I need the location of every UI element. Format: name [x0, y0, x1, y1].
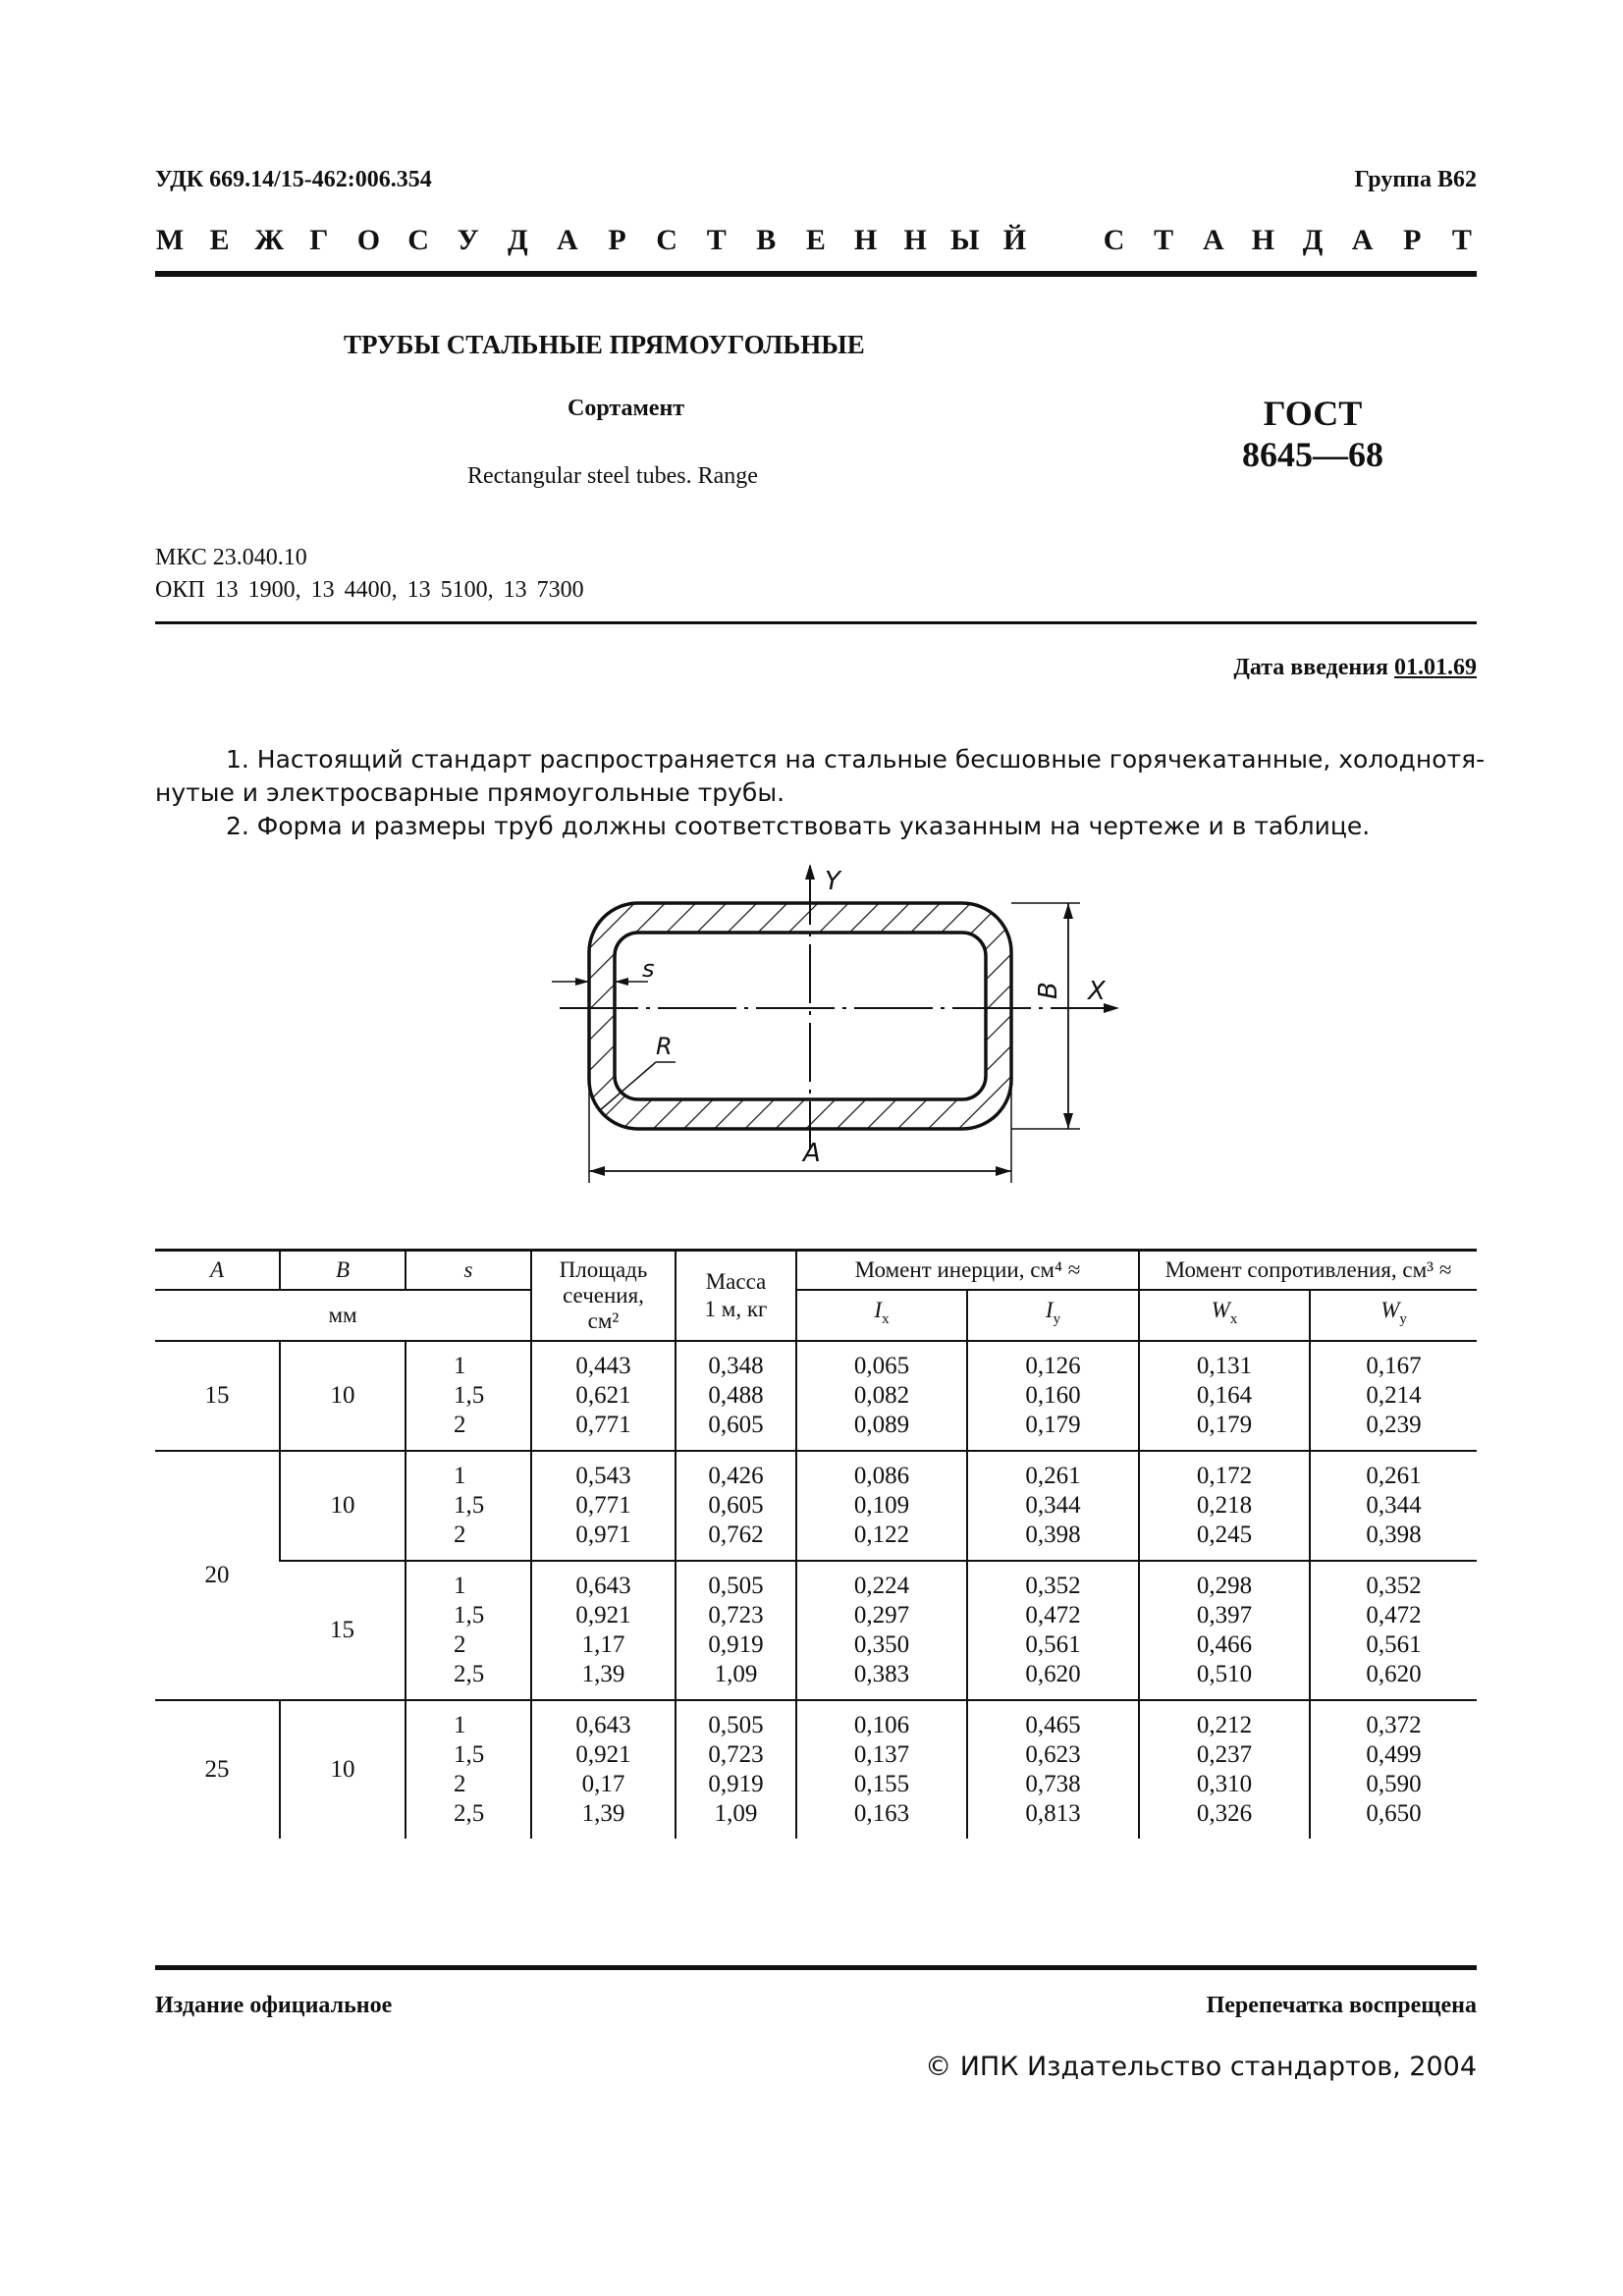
value-iy: 0,623: [1025, 1740, 1081, 1768]
cell-s: [406, 1561, 531, 1700]
header-wy-symbol: W: [1380, 1298, 1400, 1322]
table-row: [155, 1341, 1477, 1451]
value-ix: 0,383: [853, 1660, 910, 1687]
x-axis-label: X: [1088, 977, 1106, 1006]
value-s: 1: [454, 1462, 466, 1489]
header-wx-subscript: x: [1229, 1311, 1238, 1327]
heading-letter: Т: [1154, 224, 1174, 256]
heading-letter: Е: [209, 224, 230, 256]
heading-letter: Т: [1451, 224, 1472, 256]
value-s: 2,5: [454, 1660, 485, 1687]
value-iy: 0,398: [1025, 1521, 1081, 1548]
heading-letter: Н: [853, 224, 878, 256]
value-iy: 0,126: [1025, 1352, 1081, 1379]
reprint-prohibited: Перепечатка воспрещена: [1206, 1993, 1477, 2018]
value-mass: 0,919: [708, 1630, 764, 1658]
heading-letter: М: [155, 224, 185, 256]
value-area: 1,17: [581, 1630, 625, 1658]
heading-letter: Й: [1002, 224, 1027, 256]
cell-iy: [967, 1341, 1139, 1451]
gost-number: [1239, 393, 1386, 475]
value-ix: 0,224: [853, 1572, 910, 1599]
header-mass-line-2: 1 м, кг: [704, 1296, 768, 1321]
header-iy: [967, 1290, 1139, 1341]
value-area: 1,39: [581, 1660, 625, 1687]
value-area: 0,921: [575, 1601, 631, 1629]
value-wx: 0,298: [1196, 1572, 1253, 1599]
value-area: 0,17: [581, 1770, 625, 1797]
gost-code: 8645—68: [1242, 435, 1383, 474]
heading-gap: [1050, 224, 1079, 257]
cell-s: [406, 1341, 531, 1451]
header-wy: [1310, 1290, 1477, 1341]
value-s: 1,5: [454, 1740, 485, 1768]
value-wy: 0,398: [1366, 1521, 1422, 1548]
cell-ix: [796, 1561, 967, 1700]
document-title: ТРУБЫ СТАЛЬНЫЕ ПРЯМОУГОЛЬНЫЕ: [344, 330, 865, 359]
value-ix: 0,163: [853, 1799, 910, 1827]
cell-wy: [1310, 1700, 1477, 1839]
value-area: 0,921: [575, 1740, 631, 1768]
value-area: 0,971: [575, 1521, 631, 1548]
value-area: 0,621: [575, 1381, 631, 1409]
official-edition: Издание официальное: [155, 1993, 393, 2018]
value-mass: 0,505: [708, 1572, 764, 1599]
okp-code: ОКП 13 1900, 13 4400, 13 5100, 13 7300: [155, 577, 584, 603]
value-wx: 0,245: [1196, 1521, 1253, 1548]
value-wy: 0,167: [1366, 1352, 1422, 1379]
header-iy-symbol: I: [1045, 1298, 1054, 1322]
value-mass: 0,505: [708, 1711, 764, 1738]
cell-mass: [676, 1451, 796, 1561]
mks-code: МКС 23.040.10: [155, 545, 307, 570]
tube-inner-contour: [615, 933, 986, 1099]
table-row: [155, 1451, 1477, 1561]
header-wx-symbol: W: [1211, 1298, 1230, 1322]
cell-wx: [1139, 1561, 1310, 1700]
value-ix: 0,155: [853, 1770, 910, 1797]
value-mass: 0,919: [708, 1770, 764, 1797]
value-mass: 1,09: [714, 1799, 758, 1827]
value-ix: 0,109: [853, 1491, 910, 1519]
value-s: 2: [454, 1630, 466, 1658]
paragraph-1-line-1: 1. Настоящий стандарт распространяется на стальные бесшовные горячекатанные, холоднотя-: [226, 745, 1486, 774]
heading-letter: Р: [1403, 224, 1422, 256]
cell-wy: [1310, 1451, 1477, 1561]
y-axis-arrow-icon: [805, 864, 815, 880]
header-moment-of-inertia: Момент инерции, см⁴ ≈: [796, 1251, 1139, 1290]
value-wy: 0,372: [1366, 1711, 1422, 1738]
header-wx: [1139, 1290, 1310, 1341]
b-dimension-label: B: [1034, 982, 1063, 999]
cell-b: 15: [280, 1561, 406, 1700]
cell-iy: [967, 1700, 1139, 1839]
value-ix: 0,350: [853, 1630, 910, 1658]
value-wy: 0,620: [1366, 1660, 1422, 1687]
header-wy-subscript: y: [1399, 1311, 1407, 1327]
value-s: 1,5: [454, 1491, 485, 1519]
header-s: s: [406, 1251, 531, 1290]
heading-letter: Н: [903, 224, 927, 256]
cell-b: 10: [280, 1700, 406, 1839]
cell-wx: [1139, 1700, 1310, 1839]
radius-label: R: [656, 1033, 673, 1060]
a-arrow-right-icon: [996, 1166, 1011, 1176]
heading-letter: В: [756, 224, 777, 256]
heading-letter: Д: [507, 224, 528, 256]
value-area: 0,643: [575, 1711, 631, 1738]
value-wy: 0,214: [1366, 1381, 1422, 1409]
tube-outer-contour: [589, 903, 1011, 1129]
value-area: 0,771: [575, 1491, 631, 1519]
value-s: 1: [454, 1572, 466, 1599]
value-mass: 0,762: [708, 1521, 764, 1548]
copyright-notice: © ИПК Издательство стандартов, 2004: [925, 2052, 1477, 2082]
s-arrow-right-icon: [615, 978, 628, 986]
value-mass: 0,348: [708, 1352, 764, 1379]
cell-area: [531, 1451, 676, 1561]
value-area: 0,643: [575, 1572, 631, 1599]
cell-mass: [676, 1561, 796, 1700]
value-ix: 0,122: [853, 1521, 910, 1548]
tube-wall-hatching: [589, 903, 1011, 1129]
value-iy: 0,738: [1025, 1770, 1081, 1797]
value-wx: 0,179: [1196, 1411, 1253, 1438]
cell-b: 10: [280, 1451, 406, 1561]
value-wx: 0,326: [1196, 1799, 1253, 1827]
heading-letter: Е: [805, 224, 826, 256]
value-iy: 0,352: [1025, 1572, 1081, 1599]
value-iy: 0,620: [1025, 1660, 1081, 1687]
introduction-date-label: Дата введения: [1233, 655, 1388, 680]
value-iy: 0,261: [1025, 1462, 1081, 1489]
header-iy-subscript: y: [1053, 1311, 1061, 1327]
header-ix-subscript: x: [882, 1311, 890, 1327]
value-mass: 0,426: [708, 1462, 764, 1489]
value-ix: 0,089: [853, 1411, 910, 1438]
value-iy: 0,465: [1025, 1711, 1081, 1738]
heading-letter: Г: [309, 224, 329, 256]
cell-a: 25: [155, 1700, 280, 1839]
heading-letter: Д: [1302, 224, 1324, 256]
heading-letter: Н: [1251, 224, 1275, 256]
y-axis-label: Y: [825, 867, 840, 896]
value-ix: 0,082: [853, 1381, 910, 1409]
table-row: [155, 1700, 1477, 1839]
header-mm-unit: мм: [155, 1290, 531, 1341]
value-ix: 0,065: [853, 1352, 910, 1379]
s-thickness-label: s: [642, 955, 655, 983]
cell-wy: [1310, 1561, 1477, 1700]
cell-s: [406, 1700, 531, 1839]
cell-a: 15: [155, 1341, 280, 1451]
value-wy: 0,590: [1366, 1770, 1422, 1797]
value-iy: 0,344: [1025, 1491, 1081, 1519]
value-wy: 0,499: [1366, 1740, 1422, 1768]
value-wy: 0,352: [1366, 1572, 1422, 1599]
header-mass-line-1: Масса: [705, 1268, 767, 1294]
value-wy: 0,472: [1366, 1601, 1422, 1629]
value-iy: 0,179: [1025, 1411, 1081, 1438]
value-wx: 0,164: [1196, 1381, 1253, 1409]
cell-ix: [796, 1700, 967, 1839]
value-wx: 0,131: [1196, 1352, 1253, 1379]
value-ix: 0,086: [853, 1462, 910, 1489]
cell-ix: [796, 1451, 967, 1561]
value-area: 0,543: [575, 1462, 631, 1489]
heading-letter: С: [656, 224, 677, 256]
cell-a: 20: [155, 1451, 280, 1700]
value-s: 2,5: [454, 1799, 485, 1827]
heading-letter: Ж: [254, 224, 285, 256]
value-s: 2: [454, 1521, 466, 1548]
value-wx: 0,172: [1196, 1462, 1253, 1489]
header-ix-symbol: I: [874, 1298, 883, 1322]
heading-letter: О: [356, 224, 381, 256]
heading-letter: С: [1103, 224, 1125, 256]
x-axis-arrow-icon: [1104, 1003, 1119, 1013]
value-iy: 0,472: [1025, 1601, 1081, 1629]
header-b: B: [280, 1251, 406, 1290]
value-mass: 0,488: [708, 1381, 764, 1409]
paragraph-2: 2. Форма и размеры труб должны соответствовать указанным на чертеже и в таблице.: [226, 812, 1371, 840]
a-arrow-left-icon: [589, 1166, 605, 1176]
cell-ix: [796, 1341, 967, 1451]
cell-s: [406, 1451, 531, 1561]
b-arrow-top-icon: [1063, 903, 1073, 919]
header-area-line-3: см²: [587, 1308, 620, 1333]
header-area-line-2: сечения,: [563, 1282, 644, 1308]
value-s: 1: [454, 1352, 466, 1379]
value-mass: 1,09: [714, 1660, 758, 1687]
b-arrow-bottom-icon: [1063, 1113, 1073, 1129]
cell-area: [531, 1561, 676, 1700]
document-subtitle: Сортамент: [568, 396, 685, 421]
value-wx: 0,310: [1196, 1770, 1253, 1797]
header-area: [531, 1251, 676, 1341]
value-wx: 0,212: [1196, 1711, 1253, 1738]
header-section-modulus: Момент сопротивления, см³ ≈: [1139, 1251, 1477, 1290]
value-wy: 0,239: [1366, 1411, 1422, 1438]
value-area: 1,39: [581, 1799, 625, 1827]
header-ix: [796, 1290, 967, 1341]
value-mass: 0,605: [708, 1411, 764, 1438]
value-iy: 0,160: [1025, 1381, 1081, 1409]
heading-letter: С: [407, 224, 429, 256]
a-dimension-label: A: [803, 1139, 821, 1168]
paragraph-1-line-2: нутые и электросварные прямоугольные трубы.: [155, 778, 785, 807]
header-mass: [676, 1251, 796, 1341]
value-ix: 0,106: [853, 1711, 910, 1738]
heading-letter: Р: [608, 224, 626, 256]
codes-rule: [155, 621, 1477, 624]
cell-iy: [967, 1451, 1139, 1561]
tube-dimensions-table: [155, 1249, 1477, 1839]
interstate-standard-heading: [155, 224, 1477, 257]
tube-cross-section-drawing: [530, 854, 1139, 1207]
cell-wx: [1139, 1451, 1310, 1561]
footer-rule: [155, 1965, 1477, 1970]
english-title: Rectangular steel tubes. Range: [467, 463, 758, 489]
value-mass: 0,723: [708, 1740, 764, 1768]
cell-mass: [676, 1700, 796, 1839]
table-body: [155, 1341, 1477, 1839]
value-wy: 0,650: [1366, 1799, 1422, 1827]
value-wy: 0,344: [1366, 1491, 1422, 1519]
value-wx: 0,510: [1196, 1660, 1253, 1687]
heading-letter: Т: [706, 224, 727, 256]
value-wx: 0,218: [1196, 1491, 1253, 1519]
value-iy: 0,561: [1025, 1630, 1081, 1658]
value-area: 0,771: [575, 1411, 631, 1438]
value-wy: 0,261: [1366, 1462, 1422, 1489]
value-ix: 0,137: [853, 1740, 910, 1768]
value-s: 2: [454, 1770, 466, 1797]
table-row: [155, 1561, 1477, 1700]
heading-letter: У: [457, 224, 479, 256]
value-wy: 0,561: [1366, 1630, 1422, 1658]
heading-letter: А: [557, 224, 578, 256]
cell-wx: [1139, 1341, 1310, 1451]
value-s: 2: [454, 1411, 466, 1438]
value-area: 0,443: [575, 1352, 631, 1379]
value-wx: 0,237: [1196, 1740, 1253, 1768]
cell-wy: [1310, 1341, 1477, 1451]
value-s: 1,5: [454, 1381, 485, 1409]
header-a: A: [155, 1251, 280, 1290]
udk-code: УДК 669.14/15-462:006.354: [155, 167, 432, 192]
value-iy: 0,813: [1025, 1799, 1081, 1827]
heading-letter: Ы: [950, 224, 980, 256]
value-mass: 0,605: [708, 1491, 764, 1519]
heading-letter: А: [1351, 224, 1374, 256]
heading-letter: А: [1202, 224, 1224, 256]
cell-area: [531, 1341, 676, 1451]
s-arrow-left-icon: [575, 978, 589, 986]
header-rule: [155, 271, 1477, 277]
value-s: 1: [454, 1711, 466, 1738]
cell-b: 10: [280, 1341, 406, 1451]
value-s: 1,5: [454, 1601, 485, 1629]
introduction-date-value: 01.01.69: [1394, 655, 1477, 680]
gost-label: ГОСТ: [1263, 394, 1363, 433]
cell-area: [531, 1700, 676, 1839]
cell-iy: [967, 1561, 1139, 1700]
header-area-line-1: Площадь: [559, 1256, 648, 1282]
group-code: Группа В62: [1354, 167, 1477, 192]
value-wx: 0,397: [1196, 1601, 1253, 1629]
value-mass: 0,723: [708, 1601, 764, 1629]
value-ix: 0,297: [853, 1601, 910, 1629]
introduction-date: [1233, 655, 1477, 681]
cell-mass: [676, 1341, 796, 1451]
value-wx: 0,466: [1196, 1630, 1253, 1658]
